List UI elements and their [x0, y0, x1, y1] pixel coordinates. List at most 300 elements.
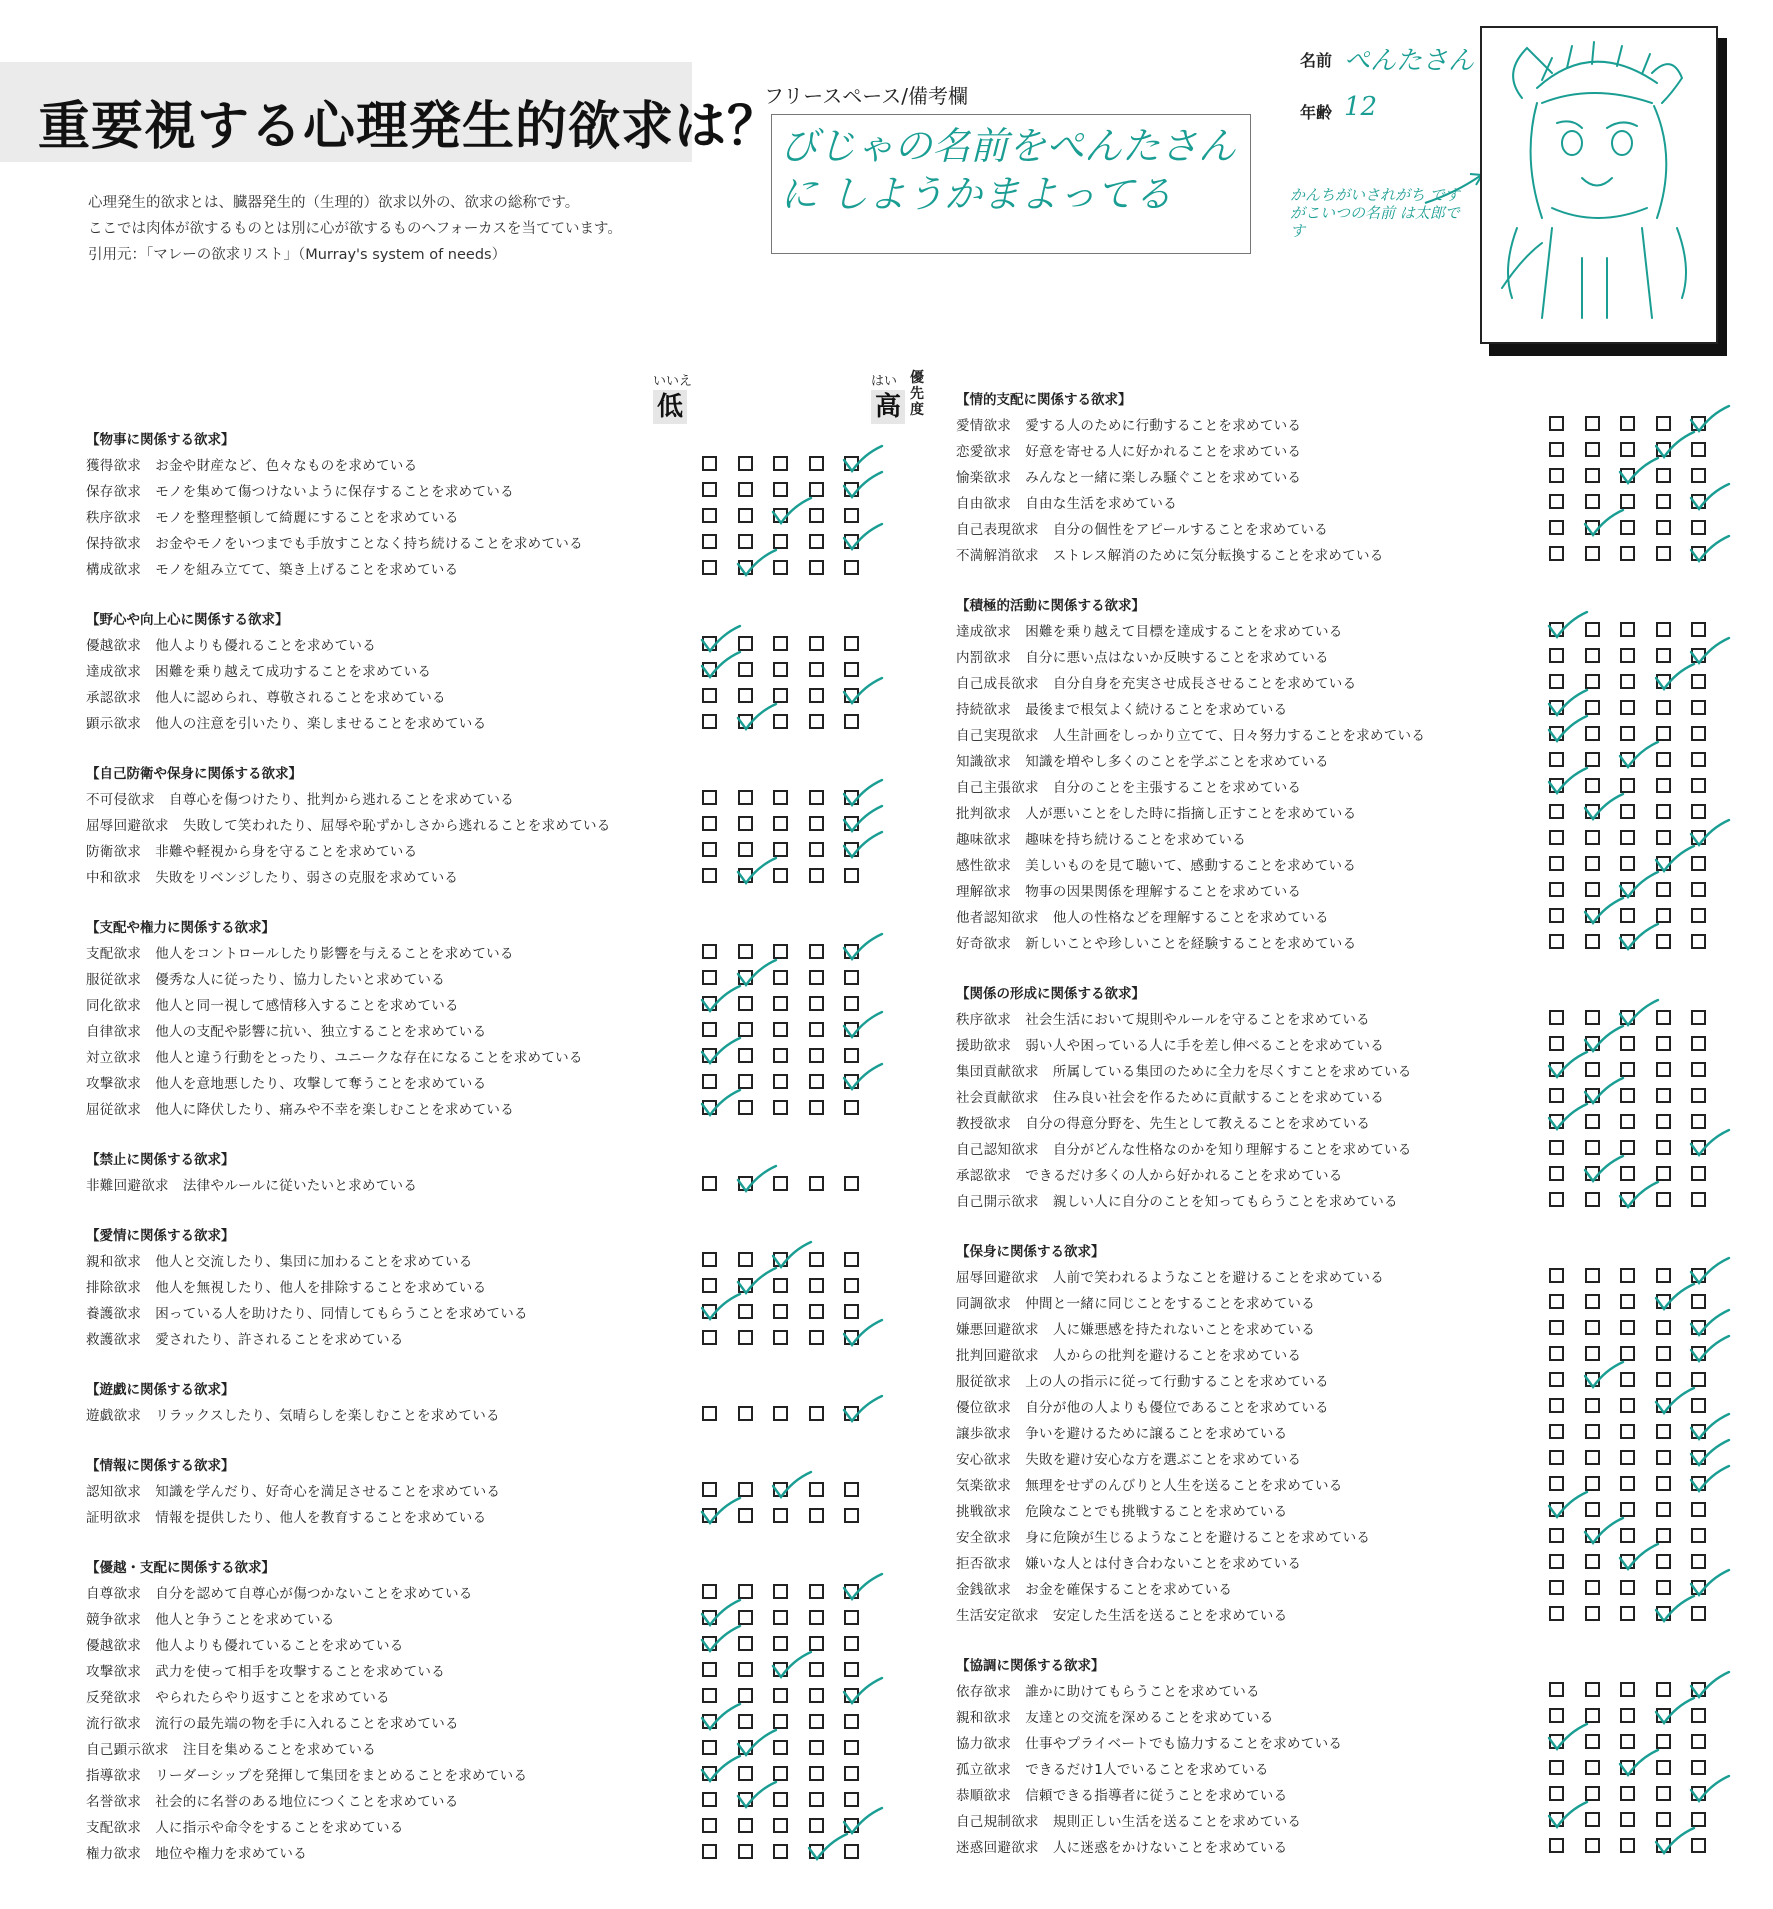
- rating-checkbox-1[interactable]: [1549, 1192, 1564, 1207]
- rating-checkbox-1[interactable]: [702, 1740, 717, 1755]
- rating-checkbox-5[interactable]: [844, 1304, 859, 1319]
- rating-checkbox-2[interactable]: [1585, 1320, 1600, 1335]
- rating-checkbox-5[interactable]: [844, 816, 859, 831]
- rating-checkbox-3[interactable]: [1620, 726, 1635, 741]
- rating-checkbox-2[interactable]: [1585, 1682, 1600, 1697]
- rating-checkbox-5[interactable]: [844, 868, 859, 883]
- rating-checkbox-1[interactable]: [1549, 442, 1564, 457]
- rating-checkbox-3[interactable]: [1620, 1528, 1635, 1543]
- rating-checkbox-1[interactable]: [702, 1766, 717, 1781]
- rating-checkbox-3[interactable]: [773, 1022, 788, 1037]
- rating-checkbox-1[interactable]: [1549, 1502, 1564, 1517]
- rating-checkbox-4[interactable]: [1656, 1476, 1671, 1491]
- rating-checkbox-1[interactable]: [1549, 882, 1564, 897]
- rating-checkbox-5[interactable]: [844, 560, 859, 575]
- rating-checkbox-4[interactable]: [1656, 882, 1671, 897]
- rating-checkbox-4[interactable]: [1656, 1346, 1671, 1361]
- rating-checkbox-2[interactable]: [1585, 416, 1600, 431]
- rating-checkbox-3[interactable]: [773, 1100, 788, 1115]
- rating-checkbox-5[interactable]: [844, 842, 859, 857]
- rating-checkbox-5[interactable]: [1691, 778, 1706, 793]
- rating-checkbox-4[interactable]: [1656, 648, 1671, 663]
- rating-checkbox-1[interactable]: [1549, 752, 1564, 767]
- rating-checkbox-5[interactable]: [1691, 1812, 1706, 1827]
- rating-checkbox-3[interactable]: [773, 1714, 788, 1729]
- rating-checkbox-1[interactable]: [1549, 1320, 1564, 1335]
- rating-checkbox-3[interactable]: [773, 1482, 788, 1497]
- rating-checkbox-3[interactable]: [1620, 1580, 1635, 1595]
- rating-checkbox-2[interactable]: [1585, 1528, 1600, 1543]
- rating-checkbox-1[interactable]: [1549, 1838, 1564, 1853]
- rating-checkbox-4[interactable]: [809, 1482, 824, 1497]
- rating-checkbox-4[interactable]: [1656, 416, 1671, 431]
- rating-checkbox-1[interactable]: [702, 1100, 717, 1115]
- rating-checkbox-4[interactable]: [809, 944, 824, 959]
- rating-checkbox-4[interactable]: [1656, 1734, 1671, 1749]
- rating-checkbox-5[interactable]: [1691, 934, 1706, 949]
- rating-checkbox-1[interactable]: [1549, 1166, 1564, 1181]
- rating-checkbox-5[interactable]: [1691, 856, 1706, 871]
- rating-checkbox-1[interactable]: [1549, 1398, 1564, 1413]
- rating-checkbox-1[interactable]: [1549, 674, 1564, 689]
- rating-checkbox-5[interactable]: [844, 1688, 859, 1703]
- rating-checkbox-1[interactable]: [702, 1818, 717, 1833]
- rating-checkbox-2[interactable]: [738, 1482, 753, 1497]
- rating-checkbox-2[interactable]: [1585, 1192, 1600, 1207]
- rating-checkbox-1[interactable]: [702, 688, 717, 703]
- rating-checkbox-5[interactable]: [1691, 1398, 1706, 1413]
- rating-checkbox-3[interactable]: [773, 714, 788, 729]
- rating-checkbox-5[interactable]: [1691, 674, 1706, 689]
- rating-checkbox-2[interactable]: [1585, 726, 1600, 741]
- rating-checkbox-5[interactable]: [844, 636, 859, 651]
- rating-checkbox-2[interactable]: [1585, 1294, 1600, 1309]
- rating-checkbox-5[interactable]: [1691, 1786, 1706, 1801]
- rating-checkbox-1[interactable]: [1549, 1036, 1564, 1051]
- rating-checkbox-1[interactable]: [1549, 1476, 1564, 1491]
- rating-checkbox-5[interactable]: [844, 1074, 859, 1089]
- rating-checkbox-4[interactable]: [809, 560, 824, 575]
- rating-checkbox-3[interactable]: [1620, 1372, 1635, 1387]
- rating-checkbox-3[interactable]: [773, 662, 788, 677]
- rating-checkbox-1[interactable]: [702, 1662, 717, 1677]
- rating-checkbox-5[interactable]: [1691, 1528, 1706, 1543]
- rating-checkbox-3[interactable]: [773, 1792, 788, 1807]
- rating-checkbox-4[interactable]: [1656, 830, 1671, 845]
- rating-checkbox-4[interactable]: [1656, 778, 1671, 793]
- rating-checkbox-4[interactable]: [809, 1636, 824, 1651]
- rating-checkbox-2[interactable]: [738, 1176, 753, 1191]
- rating-checkbox-4[interactable]: [1656, 1786, 1671, 1801]
- rating-checkbox-3[interactable]: [1620, 1294, 1635, 1309]
- rating-checkbox-4[interactable]: [809, 1584, 824, 1599]
- rating-checkbox-2[interactable]: [1585, 546, 1600, 561]
- rating-checkbox-2[interactable]: [1585, 1010, 1600, 1025]
- rating-checkbox-4[interactable]: [809, 970, 824, 985]
- rating-checkbox-5[interactable]: [1691, 494, 1706, 509]
- rating-checkbox-1[interactable]: [702, 482, 717, 497]
- rating-checkbox-5[interactable]: [1691, 416, 1706, 431]
- rating-checkbox-4[interactable]: [1656, 1580, 1671, 1595]
- rating-checkbox-2[interactable]: [738, 816, 753, 831]
- rating-checkbox-3[interactable]: [773, 996, 788, 1011]
- rating-checkbox-3[interactable]: [773, 970, 788, 985]
- rating-checkbox-2[interactable]: [738, 1636, 753, 1651]
- rating-checkbox-1[interactable]: [1549, 856, 1564, 871]
- rating-checkbox-5[interactable]: [844, 482, 859, 497]
- rating-checkbox-1[interactable]: [702, 1048, 717, 1063]
- rating-checkbox-1[interactable]: [1549, 494, 1564, 509]
- rating-checkbox-4[interactable]: [1656, 1320, 1671, 1335]
- rating-checkbox-1[interactable]: [1549, 1528, 1564, 1543]
- rating-checkbox-2[interactable]: [738, 1100, 753, 1115]
- rating-checkbox-1[interactable]: [1549, 908, 1564, 923]
- rating-checkbox-4[interactable]: [1656, 1140, 1671, 1155]
- rating-checkbox-4[interactable]: [809, 1662, 824, 1677]
- rating-checkbox-4[interactable]: [1656, 1062, 1671, 1077]
- rating-checkbox-5[interactable]: [1691, 1760, 1706, 1775]
- rating-checkbox-1[interactable]: [1549, 1708, 1564, 1723]
- rating-checkbox-3[interactable]: [1620, 882, 1635, 897]
- rating-checkbox-2[interactable]: [738, 868, 753, 883]
- rating-checkbox-4[interactable]: [1656, 1812, 1671, 1827]
- rating-checkbox-3[interactable]: [1620, 908, 1635, 923]
- rating-checkbox-3[interactable]: [1620, 1760, 1635, 1775]
- rating-checkbox-4[interactable]: [1656, 1398, 1671, 1413]
- rating-checkbox-1[interactable]: [702, 1844, 717, 1859]
- rating-checkbox-2[interactable]: [738, 534, 753, 549]
- rating-checkbox-4[interactable]: [809, 996, 824, 1011]
- rating-checkbox-4[interactable]: [1656, 1554, 1671, 1569]
- rating-checkbox-4[interactable]: [1656, 494, 1671, 509]
- rating-checkbox-1[interactable]: [1549, 830, 1564, 845]
- rating-checkbox-3[interactable]: [1620, 1606, 1635, 1621]
- rating-checkbox-1[interactable]: [702, 714, 717, 729]
- rating-checkbox-5[interactable]: [1691, 1036, 1706, 1051]
- rating-checkbox-5[interactable]: [1691, 752, 1706, 767]
- rating-checkbox-5[interactable]: [1691, 700, 1706, 715]
- rating-checkbox-2[interactable]: [1585, 1062, 1600, 1077]
- rating-checkbox-2[interactable]: [738, 482, 753, 497]
- rating-checkbox-5[interactable]: [1691, 1114, 1706, 1129]
- rating-checkbox-1[interactable]: [702, 970, 717, 985]
- rating-checkbox-2[interactable]: [1585, 1268, 1600, 1283]
- rating-checkbox-5[interactable]: [1691, 546, 1706, 561]
- rating-checkbox-4[interactable]: [809, 1048, 824, 1063]
- rating-checkbox-5[interactable]: [844, 508, 859, 523]
- rating-checkbox-1[interactable]: [1549, 416, 1564, 431]
- rating-checkbox-2[interactable]: [738, 662, 753, 677]
- rating-checkbox-3[interactable]: [773, 1278, 788, 1293]
- rating-checkbox-3[interactable]: [773, 1610, 788, 1625]
- rating-checkbox-1[interactable]: [702, 1482, 717, 1497]
- rating-checkbox-2[interactable]: [1585, 1502, 1600, 1517]
- rating-checkbox-1[interactable]: [1549, 1606, 1564, 1621]
- rating-checkbox-5[interactable]: [1691, 1838, 1706, 1853]
- rating-checkbox-4[interactable]: [1656, 1838, 1671, 1853]
- rating-checkbox-4[interactable]: [1656, 1268, 1671, 1283]
- rating-checkbox-3[interactable]: [1620, 1398, 1635, 1413]
- rating-checkbox-1[interactable]: [1549, 700, 1564, 715]
- rating-checkbox-3[interactable]: [1620, 1838, 1635, 1853]
- rating-checkbox-4[interactable]: [809, 1688, 824, 1703]
- rating-checkbox-5[interactable]: [1691, 830, 1706, 845]
- rating-checkbox-3[interactable]: [773, 1766, 788, 1781]
- rating-checkbox-4[interactable]: [1656, 1424, 1671, 1439]
- rating-checkbox-3[interactable]: [773, 1818, 788, 1833]
- rating-checkbox-4[interactable]: [809, 1792, 824, 1807]
- rating-checkbox-2[interactable]: [738, 1330, 753, 1345]
- rating-checkbox-3[interactable]: [1620, 1502, 1635, 1517]
- rating-checkbox-2[interactable]: [1585, 1398, 1600, 1413]
- rating-checkbox-5[interactable]: [844, 1740, 859, 1755]
- rating-checkbox-5[interactable]: [844, 1278, 859, 1293]
- rating-checkbox-1[interactable]: [1549, 622, 1564, 637]
- rating-checkbox-2[interactable]: [738, 1278, 753, 1293]
- rating-checkbox-1[interactable]: [702, 996, 717, 1011]
- rating-checkbox-3[interactable]: [1620, 1450, 1635, 1465]
- rating-checkbox-2[interactable]: [738, 1688, 753, 1703]
- rating-checkbox-1[interactable]: [702, 1688, 717, 1703]
- rating-checkbox-3[interactable]: [1620, 752, 1635, 767]
- rating-checkbox-1[interactable]: [1549, 546, 1564, 561]
- rating-checkbox-4[interactable]: [809, 1330, 824, 1345]
- rating-checkbox-4[interactable]: [809, 868, 824, 883]
- rating-checkbox-4[interactable]: [809, 1818, 824, 1833]
- rating-checkbox-2[interactable]: [1585, 494, 1600, 509]
- rating-checkbox-5[interactable]: [844, 1100, 859, 1115]
- rating-checkbox-5[interactable]: [844, 456, 859, 471]
- rating-checkbox-5[interactable]: [844, 1610, 859, 1625]
- rating-checkbox-2[interactable]: [1585, 1036, 1600, 1051]
- rating-checkbox-3[interactable]: [773, 1330, 788, 1345]
- rating-checkbox-5[interactable]: [1691, 1606, 1706, 1621]
- rating-checkbox-4[interactable]: [809, 1406, 824, 1421]
- rating-checkbox-5[interactable]: [1691, 520, 1706, 535]
- rating-checkbox-3[interactable]: [1620, 674, 1635, 689]
- rating-checkbox-2[interactable]: [1585, 1812, 1600, 1827]
- rating-checkbox-5[interactable]: [1691, 442, 1706, 457]
- name-value[interactable]: ぺんたさん: [1344, 46, 1475, 76]
- rating-checkbox-5[interactable]: [1691, 908, 1706, 923]
- rating-checkbox-1[interactable]: [702, 1022, 717, 1037]
- rating-checkbox-1[interactable]: [702, 842, 717, 857]
- rating-checkbox-2[interactable]: [738, 456, 753, 471]
- rating-checkbox-4[interactable]: [1656, 1192, 1671, 1207]
- rating-checkbox-5[interactable]: [844, 1508, 859, 1523]
- rating-checkbox-3[interactable]: [1620, 442, 1635, 457]
- rating-checkbox-4[interactable]: [1656, 442, 1671, 457]
- rating-checkbox-1[interactable]: [1549, 1088, 1564, 1103]
- rating-checkbox-4[interactable]: [809, 1714, 824, 1729]
- rating-checkbox-4[interactable]: [809, 636, 824, 651]
- rating-checkbox-1[interactable]: [702, 1406, 717, 1421]
- rating-checkbox-5[interactable]: [1691, 1580, 1706, 1595]
- rating-checkbox-1[interactable]: [702, 1792, 717, 1807]
- rating-checkbox-4[interactable]: [809, 1508, 824, 1523]
- rating-checkbox-4[interactable]: [809, 1304, 824, 1319]
- rating-checkbox-2[interactable]: [738, 508, 753, 523]
- rating-checkbox-4[interactable]: [809, 456, 824, 471]
- rating-checkbox-5[interactable]: [844, 1584, 859, 1599]
- rating-checkbox-5[interactable]: [1691, 1424, 1706, 1439]
- rating-checkbox-3[interactable]: [1620, 1166, 1635, 1181]
- rating-checkbox-2[interactable]: [1585, 882, 1600, 897]
- rating-checkbox-2[interactable]: [738, 996, 753, 1011]
- rating-checkbox-5[interactable]: [844, 1844, 859, 1859]
- rating-checkbox-5[interactable]: [844, 1482, 859, 1497]
- rating-checkbox-4[interactable]: [809, 1022, 824, 1037]
- rating-checkbox-4[interactable]: [809, 1844, 824, 1859]
- rating-checkbox-1[interactable]: [702, 1304, 717, 1319]
- rating-checkbox-4[interactable]: [1656, 1114, 1671, 1129]
- rating-checkbox-3[interactable]: [1620, 778, 1635, 793]
- rating-checkbox-2[interactable]: [1585, 1708, 1600, 1723]
- rating-checkbox-2[interactable]: [738, 714, 753, 729]
- rating-checkbox-3[interactable]: [1620, 622, 1635, 637]
- rating-checkbox-5[interactable]: [1691, 1554, 1706, 1569]
- rating-checkbox-1[interactable]: [1549, 1424, 1564, 1439]
- rating-checkbox-4[interactable]: [809, 508, 824, 523]
- rating-checkbox-3[interactable]: [1620, 1062, 1635, 1077]
- rating-checkbox-3[interactable]: [1620, 1036, 1635, 1051]
- rating-checkbox-1[interactable]: [702, 944, 717, 959]
- rating-checkbox-2[interactable]: [1585, 468, 1600, 483]
- rating-checkbox-1[interactable]: [1549, 1010, 1564, 1025]
- rating-checkbox-3[interactable]: [1620, 1476, 1635, 1491]
- rating-checkbox-3[interactable]: [773, 1304, 788, 1319]
- rating-checkbox-2[interactable]: [1585, 674, 1600, 689]
- rating-checkbox-4[interactable]: [809, 842, 824, 857]
- rating-checkbox-2[interactable]: [738, 1406, 753, 1421]
- rating-checkbox-4[interactable]: [1656, 1088, 1671, 1103]
- rating-checkbox-3[interactable]: [1620, 1010, 1635, 1025]
- rating-checkbox-1[interactable]: [702, 534, 717, 549]
- rating-checkbox-2[interactable]: [1585, 1580, 1600, 1595]
- rating-checkbox-2[interactable]: [1585, 700, 1600, 715]
- rating-checkbox-4[interactable]: [809, 534, 824, 549]
- rating-checkbox-4[interactable]: [809, 816, 824, 831]
- rating-checkbox-4[interactable]: [1656, 622, 1671, 637]
- rating-checkbox-3[interactable]: [773, 1508, 788, 1523]
- rating-checkbox-5[interactable]: [844, 1766, 859, 1781]
- rating-checkbox-4[interactable]: [1656, 674, 1671, 689]
- rating-checkbox-3[interactable]: [1620, 1812, 1635, 1827]
- rating-checkbox-1[interactable]: [702, 1714, 717, 1729]
- rating-checkbox-5[interactable]: [844, 1176, 859, 1191]
- rating-checkbox-2[interactable]: [1585, 520, 1600, 535]
- rating-checkbox-2[interactable]: [1585, 752, 1600, 767]
- rating-checkbox-3[interactable]: [773, 1074, 788, 1089]
- rating-checkbox-1[interactable]: [1549, 726, 1564, 741]
- rating-checkbox-3[interactable]: [773, 1252, 788, 1267]
- rating-checkbox-3[interactable]: [1620, 1192, 1635, 1207]
- rating-checkbox-4[interactable]: [1656, 804, 1671, 819]
- rating-checkbox-4[interactable]: [809, 1610, 824, 1625]
- rating-checkbox-5[interactable]: [1691, 468, 1706, 483]
- rating-checkbox-2[interactable]: [1585, 856, 1600, 871]
- rating-checkbox-2[interactable]: [738, 1584, 753, 1599]
- rating-checkbox-1[interactable]: [702, 1584, 717, 1599]
- rating-checkbox-3[interactable]: [1620, 1320, 1635, 1335]
- rating-checkbox-2[interactable]: [738, 636, 753, 651]
- rating-checkbox-3[interactable]: [1620, 1088, 1635, 1103]
- rating-checkbox-3[interactable]: [773, 1176, 788, 1191]
- rating-checkbox-3[interactable]: [1620, 1734, 1635, 1749]
- rating-checkbox-4[interactable]: [1656, 468, 1671, 483]
- rating-checkbox-1[interactable]: [1549, 1682, 1564, 1697]
- rating-checkbox-1[interactable]: [1549, 1786, 1564, 1801]
- rating-checkbox-5[interactable]: [844, 1662, 859, 1677]
- rating-checkbox-1[interactable]: [702, 662, 717, 677]
- rating-checkbox-5[interactable]: [844, 1330, 859, 1345]
- rating-checkbox-1[interactable]: [702, 816, 717, 831]
- rating-checkbox-5[interactable]: [1691, 1140, 1706, 1155]
- rating-checkbox-5[interactable]: [844, 1636, 859, 1651]
- rating-checkbox-2[interactable]: [1585, 830, 1600, 845]
- rating-checkbox-2[interactable]: [738, 944, 753, 959]
- rating-checkbox-3[interactable]: [773, 868, 788, 883]
- rating-checkbox-5[interactable]: [844, 662, 859, 677]
- rating-checkbox-4[interactable]: [809, 1074, 824, 1089]
- rating-checkbox-1[interactable]: [1549, 1114, 1564, 1129]
- rating-checkbox-5[interactable]: [844, 714, 859, 729]
- rating-checkbox-2[interactable]: [1585, 908, 1600, 923]
- rating-checkbox-2[interactable]: [1585, 1424, 1600, 1439]
- rating-checkbox-4[interactable]: [1656, 1450, 1671, 1465]
- rating-checkbox-1[interactable]: [1549, 1580, 1564, 1595]
- rating-checkbox-1[interactable]: [1549, 648, 1564, 663]
- rating-checkbox-2[interactable]: [1585, 1450, 1600, 1465]
- rating-checkbox-2[interactable]: [1585, 778, 1600, 793]
- rating-checkbox-2[interactable]: [738, 1074, 753, 1089]
- rating-checkbox-1[interactable]: [702, 636, 717, 651]
- rating-checkbox-5[interactable]: [1691, 882, 1706, 897]
- rating-checkbox-1[interactable]: [702, 1330, 717, 1345]
- rating-checkbox-4[interactable]: [809, 790, 824, 805]
- rating-checkbox-4[interactable]: [1656, 1294, 1671, 1309]
- rating-checkbox-3[interactable]: [1620, 1114, 1635, 1129]
- rating-checkbox-5[interactable]: [1691, 1346, 1706, 1361]
- rating-checkbox-3[interactable]: [773, 1844, 788, 1859]
- rating-checkbox-3[interactable]: [773, 688, 788, 703]
- rating-checkbox-1[interactable]: [1549, 778, 1564, 793]
- rating-checkbox-3[interactable]: [1620, 1786, 1635, 1801]
- rating-checkbox-3[interactable]: [773, 508, 788, 523]
- rating-checkbox-4[interactable]: [1656, 1606, 1671, 1621]
- rating-checkbox-4[interactable]: [1656, 1010, 1671, 1025]
- rating-checkbox-1[interactable]: [1549, 1372, 1564, 1387]
- rating-checkbox-3[interactable]: [1620, 416, 1635, 431]
- rating-checkbox-5[interactable]: [844, 996, 859, 1011]
- rating-checkbox-2[interactable]: [1585, 1476, 1600, 1491]
- rating-checkbox-4[interactable]: [1656, 726, 1671, 741]
- rating-checkbox-4[interactable]: [1656, 1528, 1671, 1543]
- rating-checkbox-5[interactable]: [1691, 1682, 1706, 1697]
- rating-checkbox-1[interactable]: [1549, 1760, 1564, 1775]
- rating-checkbox-2[interactable]: [1585, 442, 1600, 457]
- rating-checkbox-1[interactable]: [702, 1176, 717, 1191]
- rating-checkbox-3[interactable]: [773, 1662, 788, 1677]
- rating-checkbox-1[interactable]: [1549, 1062, 1564, 1077]
- rating-checkbox-3[interactable]: [1620, 1554, 1635, 1569]
- rating-checkbox-3[interactable]: [1620, 648, 1635, 663]
- rating-checkbox-1[interactable]: [702, 560, 717, 575]
- rating-checkbox-1[interactable]: [1549, 1450, 1564, 1465]
- age-value[interactable]: 12: [1344, 92, 1378, 122]
- rating-checkbox-4[interactable]: [809, 1252, 824, 1267]
- rating-checkbox-3[interactable]: [773, 1048, 788, 1063]
